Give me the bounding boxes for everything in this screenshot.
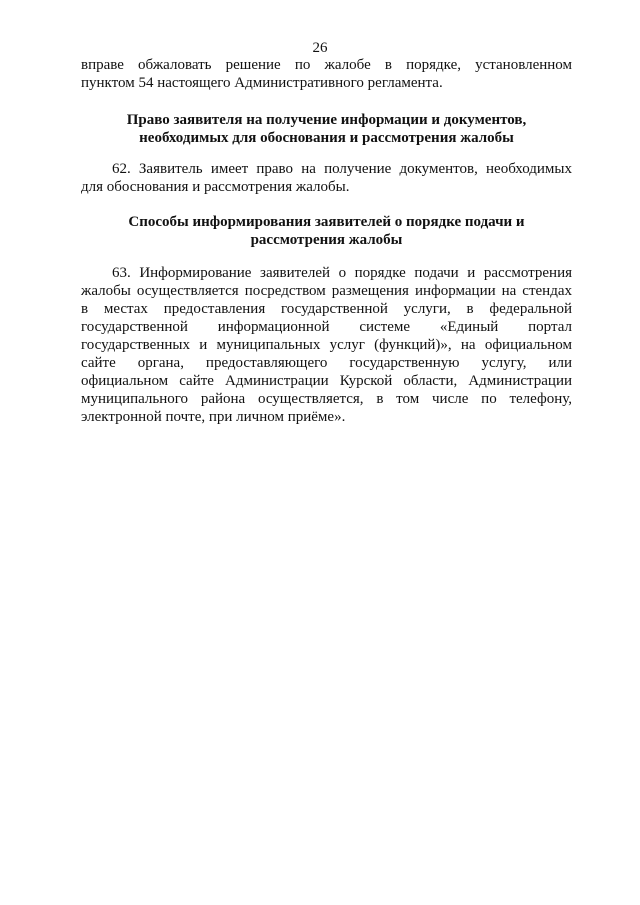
text-line: 62. Заявитель имеет право на получение документов, необходимых	[112, 161, 572, 177]
text-line: муниципального района осуществляется, в том числе по телефону,	[81, 391, 572, 407]
section-heading-62	[81, 111, 572, 147]
section-heading-63	[81, 213, 572, 249]
text-line: 63. Информирование заявителей о порядке подачи и рассмотрения	[112, 265, 572, 281]
text-line: сайте органа, предоставляющего государственную услугу, или	[81, 355, 572, 371]
text-line: вправе обжаловать решение по жалобе в порядке, установленном	[81, 57, 572, 73]
text-line: государственной информационной системе «Единый портал	[81, 319, 572, 335]
page-number: 26	[312, 40, 328, 56]
paragraph-62	[81, 160, 572, 196]
text-line: для обоснования и рассмотрения жалобы.	[81, 179, 350, 195]
text-line: пунктом 54 настоящего Административного регламента.	[81, 75, 443, 91]
text-line: официальном сайте Администрации Курской области, Администрации	[81, 373, 572, 389]
text-line: в местах предоставления государственной услуги, в федеральной	[81, 301, 572, 317]
text-line: государственных и муниципальных услуг (функций)», на официальном	[81, 337, 572, 353]
text-line: жалобы осуществляется посредством размещения информации на стендах	[81, 283, 572, 299]
heading-line: Способы информирования заявителей о порядке подачи и	[128, 214, 525, 230]
heading-line: Право заявителя на получение информации и документов,	[126, 112, 527, 128]
text-line: электронной почте, при личном приёме».	[81, 409, 346, 425]
paragraph-63	[81, 264, 572, 426]
heading-line: рассмотрения жалобы	[250, 232, 403, 248]
heading-line: необходимых для обоснования и рассмотрения жалобы	[139, 130, 514, 146]
intro-paragraph	[81, 56, 572, 92]
